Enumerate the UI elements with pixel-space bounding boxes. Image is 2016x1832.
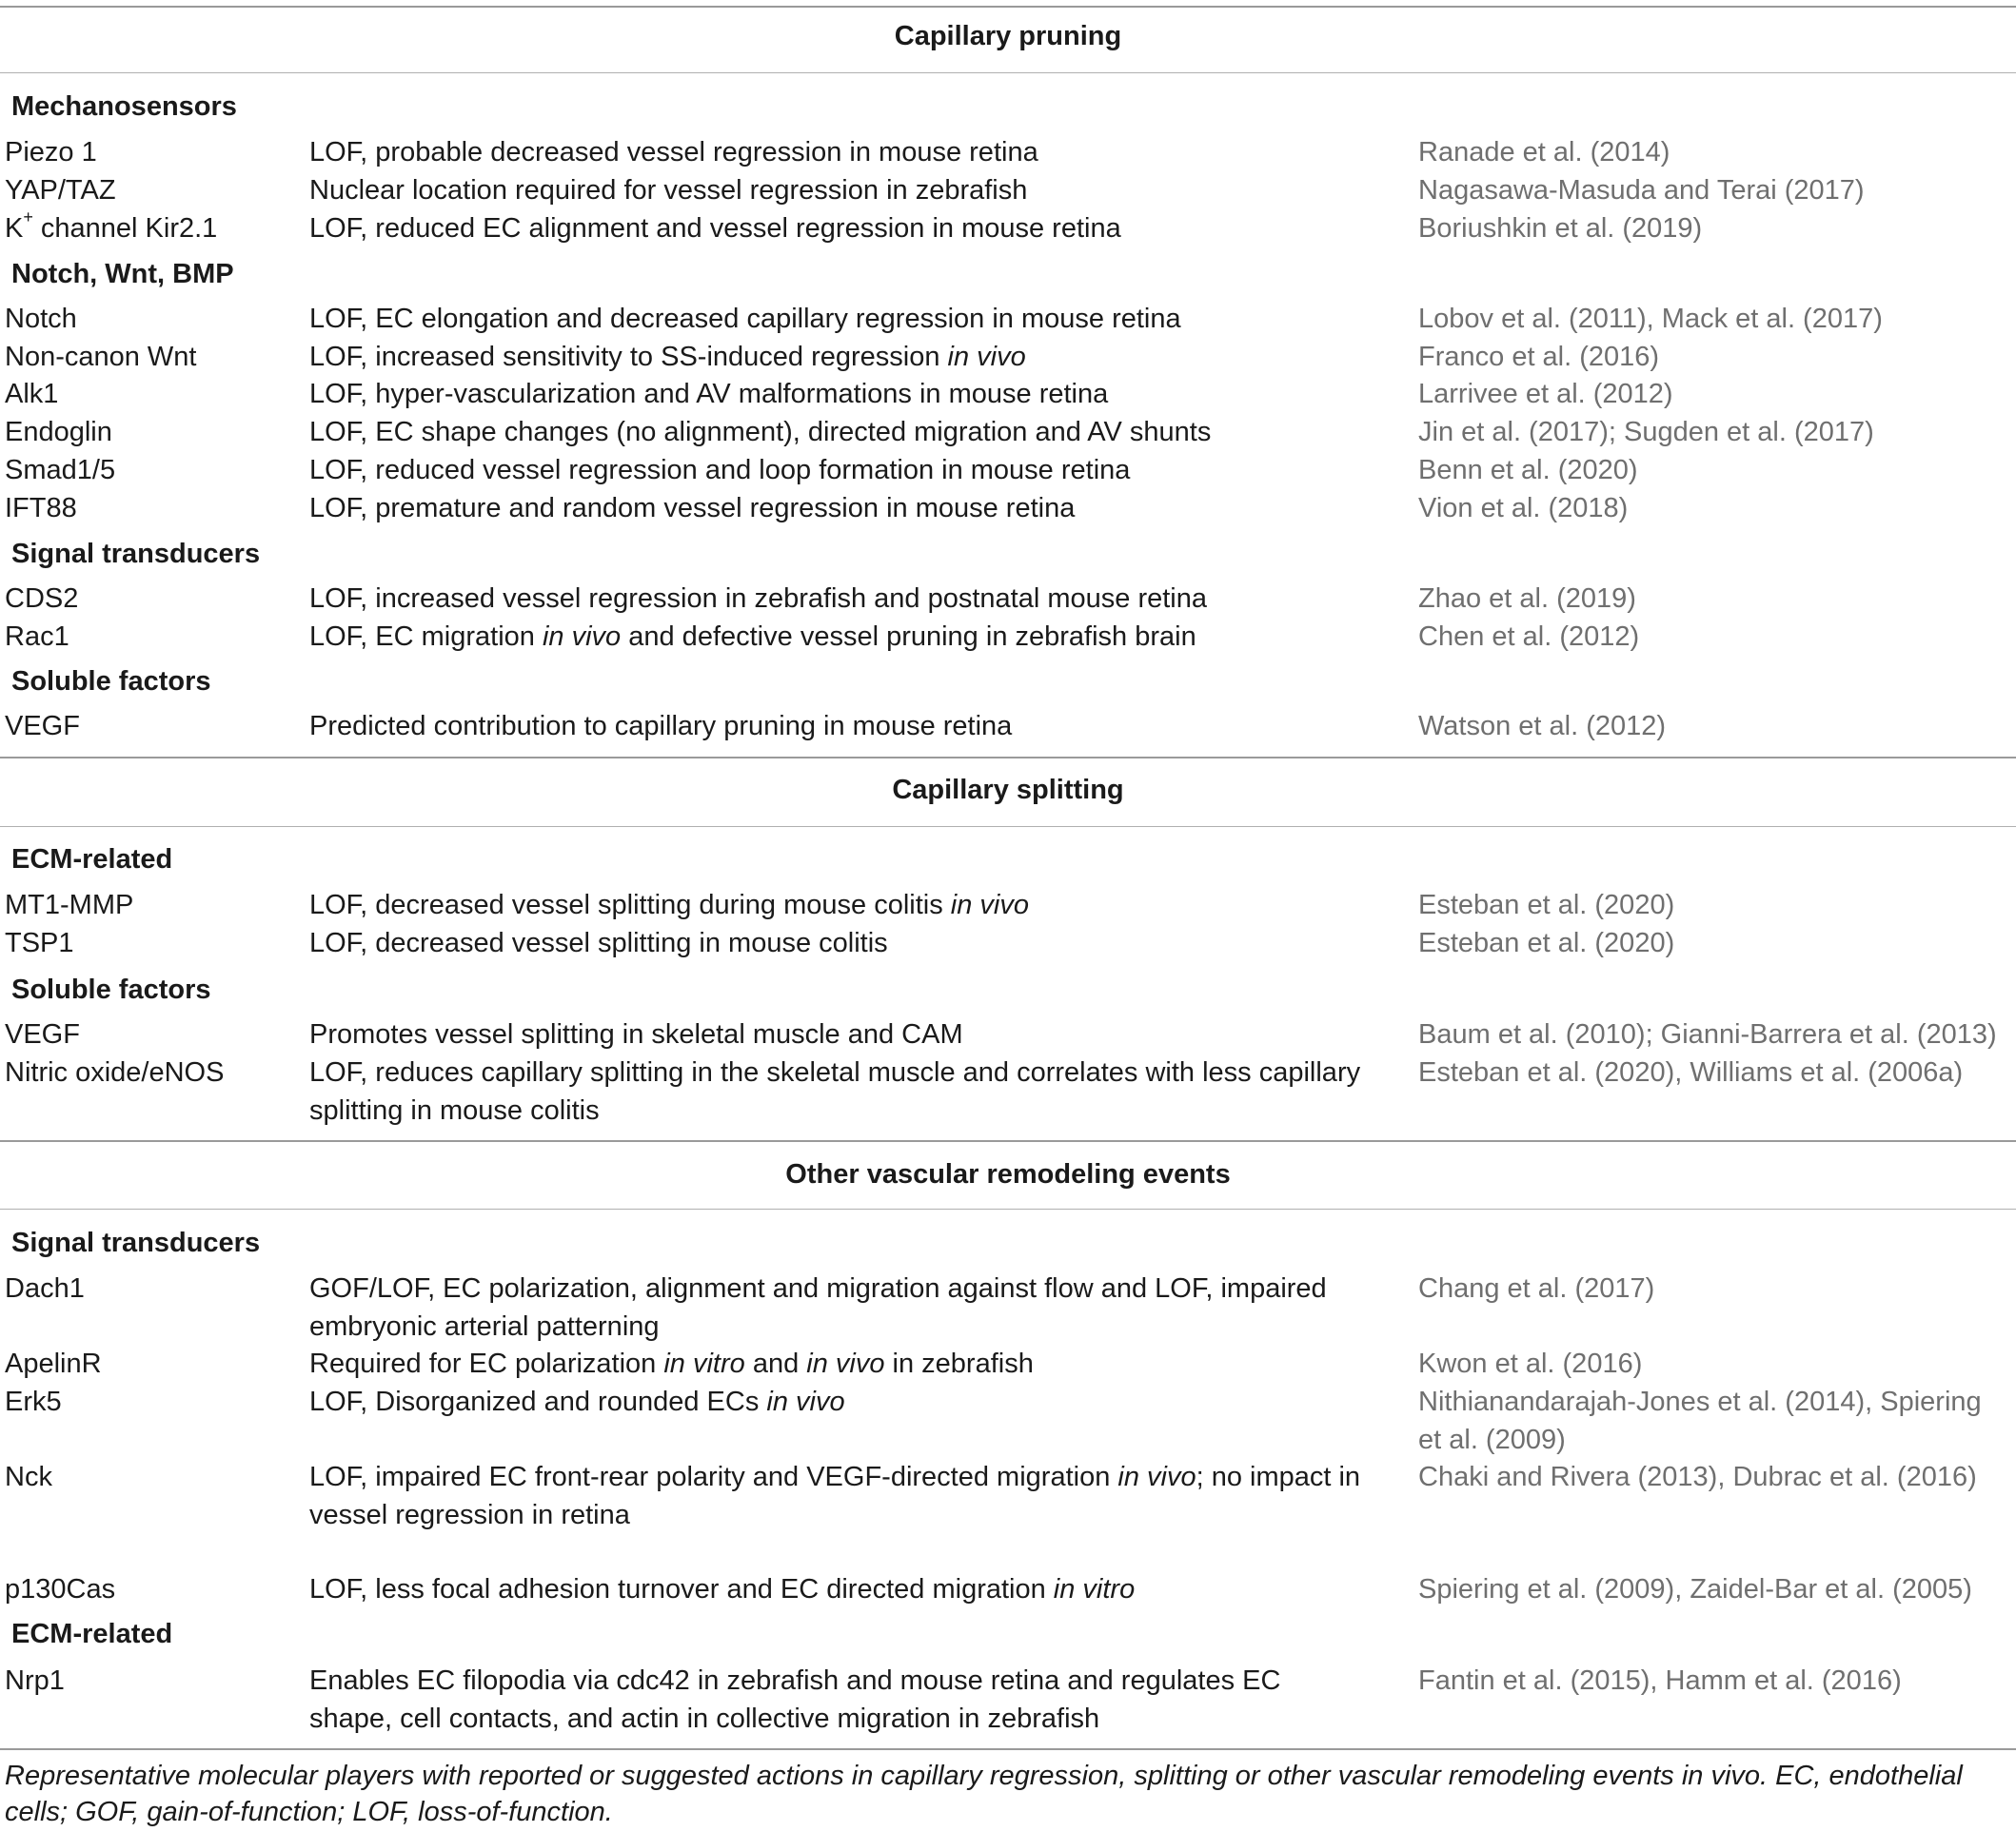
category-heading: Mechanosensors <box>11 91 237 122</box>
factor-cell: VEGF <box>5 1019 80 1050</box>
factor-cell: VEGF <box>5 711 80 741</box>
effect-cell: LOF, probable decreased vessel regression in mouse retina <box>309 137 1038 167</box>
reference-cell[interactable]: Chen et al. (2012) <box>1418 621 1640 652</box>
section-title: Other vascular remodeling events <box>785 1159 1231 1190</box>
factor-cell: IFT88 <box>5 493 77 523</box>
factor-cell: p130Cas <box>5 1574 116 1605</box>
factor-cell: Nck <box>5 1462 52 1492</box>
effect-cell: LOF, Disorganized and rounded ECs in vivo <box>309 1387 845 1417</box>
reference-cell[interactable]: Esteban et al. (2020) <box>1418 928 1675 958</box>
reference-cell[interactable]: Esteban et al. (2020), Williams et al. (2006a) <box>1418 1057 1964 1088</box>
reference-cell[interactable]: Boriushkin et al. (2019) <box>1418 213 1703 244</box>
effect-cell: LOF, EC shape changes (no alignment), directed migration and AV shunts <box>309 417 1212 447</box>
factor-cell: Dach1 <box>5 1273 85 1304</box>
effect-cell: Enables EC filopodia via cdc42 in zebrafish and mouse retina and regulates EC shape, cell contacts, and actin in collective migration in zebrafish <box>309 1665 1281 1734</box>
effect-cell: LOF, increased sensitivity to SS-induced regression in vivo <box>309 342 1026 372</box>
effect-cell: LOF, premature and random vessel regression in mouse retina <box>309 493 1076 523</box>
factor-cell: K+ channel Kir2.1 <box>5 207 218 244</box>
effect-cell: GOF/LOF, EC polarization, alignment and migration against flow and LOF, impaired embryonic arterial patterning <box>309 1273 1327 1342</box>
effect-cell: LOF, decreased vessel splitting in mouse colitis <box>309 928 888 958</box>
factor-cell: Nitric oxide/eNOS <box>5 1057 225 1088</box>
reference-cell[interactable]: Vion et al. (2018) <box>1418 493 1629 523</box>
reference-cell[interactable]: Watson et al. (2012) <box>1418 711 1667 741</box>
factor-cell: Non-canon Wnt <box>5 342 197 372</box>
reference-cell[interactable]: Esteban et al. (2020) <box>1418 890 1675 920</box>
reference-cell[interactable]: Fantin et al. (2015), Hamm et al. (2016) <box>1418 1665 1902 1696</box>
effect-cell: LOF, EC elongation and decreased capillary regression in mouse retina <box>309 304 1181 334</box>
reference-cell[interactable]: Lobov et al. (2011), Mack et al. (2017) <box>1418 304 1883 334</box>
reference-cell[interactable]: Nagasawa-Masuda and Terai (2017) <box>1418 175 1865 206</box>
factor-cell: Smad1/5 <box>5 455 116 485</box>
effect-cell: LOF, less focal adhesion turnover and EC directed migration in vitro <box>309 1574 1136 1605</box>
reference-cell[interactable]: Nithianandarajah-Jones et al. (2014), Spiering et al. (2009) <box>1418 1387 1982 1455</box>
reference-cell[interactable]: Chaki and Rivera (2013), Dubrac et al. (2016) <box>1418 1462 1977 1492</box>
effect-cell: LOF, reduces capillary splitting in the skeletal muscle and correlates with less capillary splitting in mouse colitis <box>309 1057 1361 1126</box>
category-heading: Signal transducers <box>11 1228 261 1258</box>
factor-cell: Notch <box>5 304 77 334</box>
effect-cell: LOF, reduced vessel regression and loop formation in mouse retina <box>309 455 1131 485</box>
category-heading: Soluble factors <box>11 666 211 697</box>
section-title: Capillary splitting <box>892 775 1124 805</box>
category-heading: Notch, Wnt, BMP <box>11 259 234 289</box>
table-top-rule <box>0 6 2016 8</box>
section-title: Capillary pruning <box>894 21 1122 51</box>
effect-cell: LOF, hyper-vascularization and AV malformations in mouse retina <box>309 379 1109 409</box>
effect-cell: LOF, increased vessel regression in zebrafish and postnatal mouse retina <box>309 583 1208 614</box>
reference-cell[interactable]: Franco et al. (2016) <box>1418 342 1660 372</box>
effect-cell: Predicted contribution to capillary pruning in mouse retina <box>309 711 1013 741</box>
reference-cell[interactable]: Benn et al. (2020) <box>1418 455 1638 485</box>
factor-cell: Alk1 <box>5 379 59 409</box>
factor-cell: ApelinR <box>5 1349 102 1379</box>
reference-cell[interactable]: Chang et al. (2017) <box>1418 1273 1655 1304</box>
reference-cell[interactable]: Baum et al. (2010); Gianni-Barrera et al. (2013) <box>1418 1019 1997 1050</box>
category-heading: Soluble factors <box>11 975 211 1005</box>
section-separator-rule <box>0 757 2016 758</box>
factor-cell: CDS2 <box>5 583 79 614</box>
table-caption: Representative molecular players with reported or suggested actions in capillary regression, splitting or other vascular remodeling events in vivo. EC, endothelial cells; GOF, gain-of-function; LOF, loss-of-function. <box>5 1761 1963 1827</box>
factor-cell: Endoglin <box>5 417 112 447</box>
factor-cell: Nrp1 <box>5 1665 65 1696</box>
effect-cell: LOF, impaired EC front-rear polarity and VEGF-directed migration in vivo; no impact in vessel regression in retina <box>309 1462 1361 1530</box>
category-heading: ECM-related <box>11 844 173 875</box>
reference-cell[interactable]: Ranade et al. (2014) <box>1418 137 1670 167</box>
factor-cell: YAP/TAZ <box>5 175 116 206</box>
category-heading: ECM-related <box>11 1619 173 1649</box>
factor-cell: Piezo 1 <box>5 137 97 167</box>
effect-cell: LOF, EC migration in vivo and defective vessel pruning in zebrafish brain <box>309 621 1196 652</box>
reference-cell[interactable]: Larrivee et al. (2012) <box>1418 379 1673 409</box>
section-title-underline <box>0 72 2016 73</box>
factor-cell: Rac1 <box>5 621 69 652</box>
reference-cell[interactable]: Zhao et al. (2019) <box>1418 583 1636 614</box>
table-bottom-rule <box>0 1748 2016 1750</box>
section-separator-rule <box>0 1140 2016 1142</box>
reference-cell[interactable]: Jin et al. (2017); Sugden et al. (2017) <box>1418 417 1874 447</box>
effect-cell: Promotes vessel splitting in skeletal muscle and CAM <box>309 1019 963 1050</box>
factor-cell: Erk5 <box>5 1387 62 1417</box>
effect-cell: Nuclear location required for vessel regression in zebrafish <box>309 175 1028 206</box>
factor-cell: MT1-MMP <box>5 890 134 920</box>
effect-cell: LOF, reduced EC alignment and vessel regression in mouse retina <box>309 213 1121 244</box>
section-title-underline <box>0 1209 2016 1210</box>
reference-cell[interactable]: Kwon et al. (2016) <box>1418 1349 1643 1379</box>
section-title-underline <box>0 826 2016 827</box>
effect-cell: Required for EC polarization in vitro and in vivo in zebrafish <box>309 1349 1034 1379</box>
effect-cell: LOF, decreased vessel splitting during mouse colitis in vivo <box>309 890 1029 920</box>
reference-cell[interactable]: Spiering et al. (2009), Zaidel-Bar et al. (2005) <box>1418 1574 1972 1605</box>
category-heading: Signal transducers <box>11 539 261 569</box>
factor-cell: TSP1 <box>5 928 74 958</box>
